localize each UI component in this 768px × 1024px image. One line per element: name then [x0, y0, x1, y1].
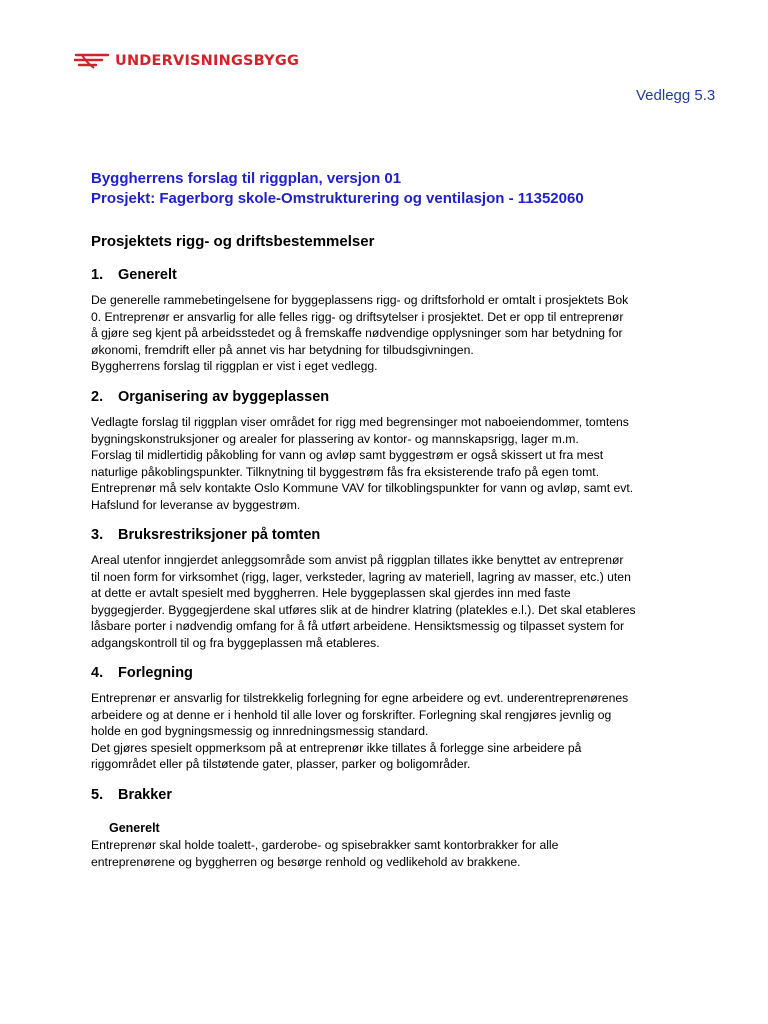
body-line: Entreprenør skal holde toalett-, garderobe- og spisebrakker samt kontorbrakker for alle [91, 838, 559, 852]
body-line: De generelle rammebetingelsene for byggeplassens rigg- og driftsforhold er omtalt i prosjektets Bok [91, 293, 629, 307]
body-line: Det gjøres spesielt oppmerksom på at entreprenør ikke tillates å forlegge sine arbeidere på [91, 740, 582, 755]
body-line: bygningskonstruksjoner og arealer for plassering av kontor- og mannskapsrigg, lager m.m. [91, 431, 579, 446]
section-heading-bruksrestriksjoner [91, 527, 320, 543]
body-line: til noen form for virksomhet (rigg, lager, verksteder, lagring av materiell, lagring av masser, etc.) uten [91, 569, 631, 584]
document-title: Byggherrens forslag til riggplan, versjon 01 [91, 170, 402, 187]
subsection-heading-generelt: Generelt [109, 821, 160, 835]
body-line: Entreprenør er ansvarlig for tilstrekkelig forlegning for egne arbeidere og evt. underentreprenørenes [91, 691, 629, 705]
body-line: låsbare porter i nødvendig omfang for å få utført arbeidene. Hensiktsmessig og tilpasset system for [91, 619, 625, 634]
section-title: Generelt [118, 267, 177, 283]
vedlegg-label: Vedlegg 5.3 [636, 87, 716, 104]
body-line: Areal utenfor inngjerdet anleggsområde som anvist på riggplan tillates ikke benyttet av entreprenør [91, 553, 624, 567]
body-line: Byggherrens forslag til riggplan er vist i eget vedlegg. [91, 359, 378, 374]
body-line: riggområdet eller på tilstøtende gater, plasser, parker og boligområder. [91, 757, 471, 772]
project-title: Prosjekt: Fagerborg skole-Omstrukturering og ventilasjon - 11352060 [91, 190, 584, 207]
body-line: entreprenørene og byggherren og besørge renhold og vedlikehold av brakkene. [91, 854, 521, 869]
body-line: byggegjerder. Byggegjerdene skal utføres slik at de hindrer klatring (platekles e.l.). Det skal etableres [91, 602, 636, 617]
section-number: 4. [91, 665, 104, 681]
body-line: Hafslund for leveranse av byggestrøm. [91, 497, 301, 512]
logo-mark-icon [74, 52, 110, 70]
section-heading-forlegning [91, 665, 193, 681]
body-line: økonomi, fremdrift eller på annet vis har betydning for tilbudsgivningen. [91, 342, 474, 357]
body-line: adgangskontroll til og fra byggeplassen må etableres. [91, 635, 380, 650]
body-line: Vedlagte forslag til riggplan viser området for rigg med begrensinger mot naboeiendommer, tomtens [91, 415, 629, 429]
section-heading-organisering [91, 389, 329, 405]
section-heading-brakker [91, 787, 172, 803]
section-heading-generelt [91, 267, 177, 283]
section-body-generelt [91, 292, 691, 375]
section-title: Organisering av byggeplassen [118, 389, 330, 405]
section-body-forlegning [91, 690, 691, 773]
body-line: Entreprenør må selv kontakte Oslo Kommune VAV for tilkoblingspunkter for vann og avløp, samt evt. [91, 481, 634, 496]
section-title: Forlegning [118, 665, 193, 681]
body-line: at dette er avtalt spesielt med byggherren. Hele byggeplassen skal gjerdes inn med faste [91, 586, 571, 601]
section-number: 5. [91, 787, 104, 803]
body-line: arbeidere og at denne er i henhold til alle lover og forskrifter. Forlegning skal rengjøres jevnlig og [91, 707, 612, 722]
section-title: Brakker [118, 787, 173, 803]
body-line: holde en god bygningsmessig og innredningsmessig standard. [91, 724, 429, 739]
section-title: Bruksrestriksjoner på tomten [118, 527, 321, 543]
section-number: 3. [91, 527, 104, 543]
section-number: 2. [91, 389, 104, 405]
section-body-brakker [91, 837, 691, 870]
section-body-bruksrestriksjoner [91, 552, 691, 652]
body-line: 0. Entreprenør er ansvarlig for alle felles rigg- og driftsytelser i prosjektet. Det er opp til entreprenør [91, 309, 624, 324]
undervisningsbygg-logo [74, 52, 299, 70]
body-line: å gjøre seg kjent på arbeidsstedet og å fremskaffe nødvendige opplysninger som har betydning for [91, 326, 623, 341]
body-line: Forslag til midlertidig påkobling for vann og avløp samt byggestrøm er også skissert ut fra mest [91, 448, 604, 463]
section-body-organisering [91, 414, 691, 514]
logo-text: UNDERVISNINGSBYGG [115, 53, 300, 69]
document-subtitle: Prosjektets rigg- og driftsbestemmelser [91, 233, 375, 250]
section-number: 1. [91, 267, 104, 283]
body-line: naturlige påkoblingspunkter. Tilknytning til byggestrøm fås fra eksisterende trafo på egen tomt. [91, 464, 600, 479]
